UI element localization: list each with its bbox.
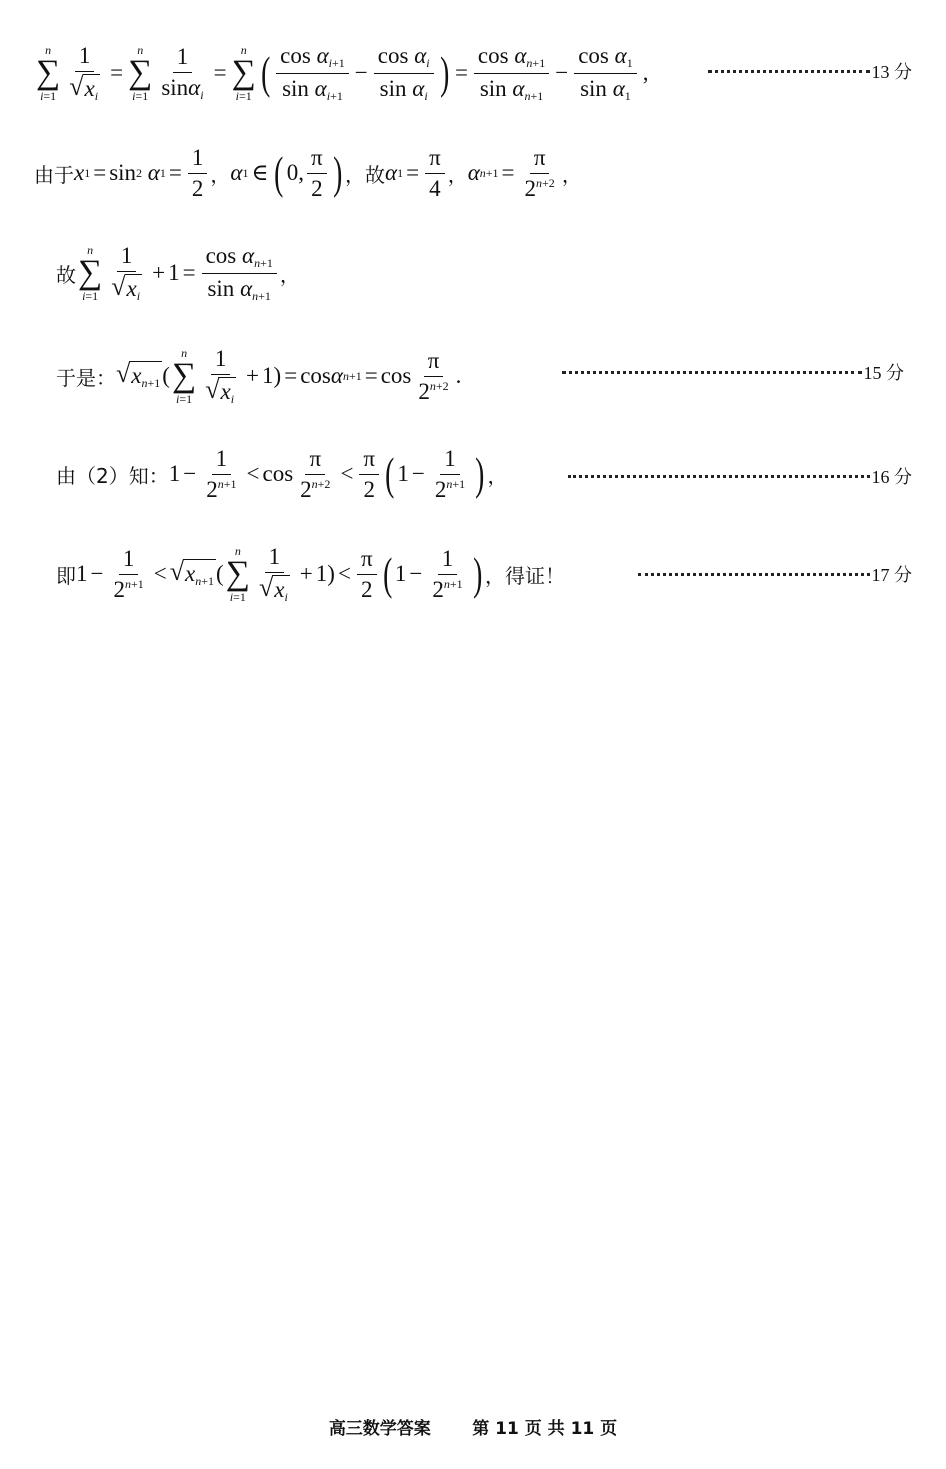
- alpha-value-formula: x 1 = sin 2 α 1 = $\frac{1}{2}$ ， α 1 ∈ ( 0, $\frac{\pi}{2}$ ): [74, 144, 342, 201]
- text-ji: 即: [56, 563, 76, 588]
- footer-title: 高三数学答案: [328, 1419, 431, 1439]
- score-16: 16 分: [871, 467, 912, 487]
- text-yushi: 于是：: [56, 365, 116, 390]
- text-gu: ，故: [345, 162, 385, 187]
- score-leader-17: [638, 561, 912, 587]
- text-dezheng: ，得证！: [484, 563, 565, 588]
- formula-line-6: [56, 538, 636, 610]
- telescoping-sum-formula: n ∑ i=1 1 √ $x_i$ = n ∑ i=1 $\frac{1}{\sin\alpha_i}$ = n ∑ i=1 ( $\frac{\cos \alpha_{i+1}}{\sin \alpha_{i+1}}$ − $\frac{\cos \alpha_i}{\sin \alpha_i}$ ) = $\frac{\cos \alpha_{n+1}}{\sin \alpha_{n+1}}$ − $\frac{\cos \alpha_1}{\sin \alpha_1}$ ,: [36, 42, 649, 103]
- sqrt-product-formula: √ $x_{n+1}$ ( n ∑ i=1 1 √ $x_i$ + 1) = cos α n+1 = cos $\frac{\pi}{2^{n+2}}$ .: [116, 345, 462, 406]
- score-17: 17 分: [871, 565, 912, 585]
- formula-line-2: [34, 142, 914, 204]
- formula-line-3: [56, 238, 914, 308]
- score-leader-16: [568, 463, 912, 489]
- formula-line-5: [56, 440, 566, 508]
- comma-2: ，: [561, 162, 582, 187]
- footer-page-number: 第 11 页 共 11 页: [472, 1419, 618, 1439]
- comma-5: ，: [487, 463, 508, 488]
- sum-plus-one-formula: n ∑ i=1 1 √ $x_i$ + 1 = $\frac{\cos \alpha_{n+1}}{\sin \alpha_{n+1}}$: [76, 243, 280, 304]
- score-15: 15 分: [863, 363, 904, 383]
- period-4: .: [455, 363, 462, 388]
- score-leader-13: [708, 58, 912, 84]
- text-gu-2: 故: [56, 262, 76, 287]
- comma-3: ，: [279, 262, 300, 287]
- alpha-results-formula: α 1 = $\frac{\pi}{4}$ ， α n+1 = $\frac{\pi}{2^{n+2}}$: [385, 144, 555, 201]
- final-inequality-formula: 1 − $\frac{1}{2^{n+1}}$ < √ $x_{n+1}$ ( n ∑ i=1 1 √ $x_i$ + 1) < $\frac{\pi}{2}$ ( 1 − $\frac{1}{2^{n+1}}$ ): [76, 543, 482, 604]
- score-13: 13 分: [871, 62, 912, 82]
- score-leader-15: [562, 359, 904, 385]
- text-youyu: 由于: [34, 162, 74, 187]
- text-you-2-zhi: 由（2）知：: [56, 463, 169, 488]
- formula-line-4: [56, 340, 556, 412]
- inequality-formula: 1 − $\frac{1}{2^{n+1}}$ < cos $\frac{\pi}{2^{n+2}}$ < $\frac{\pi}{2}$ ( 1 − $\frac{1}{2^{n+1}}$ ): [168, 445, 485, 502]
- page-footer: [0, 1414, 946, 1439]
